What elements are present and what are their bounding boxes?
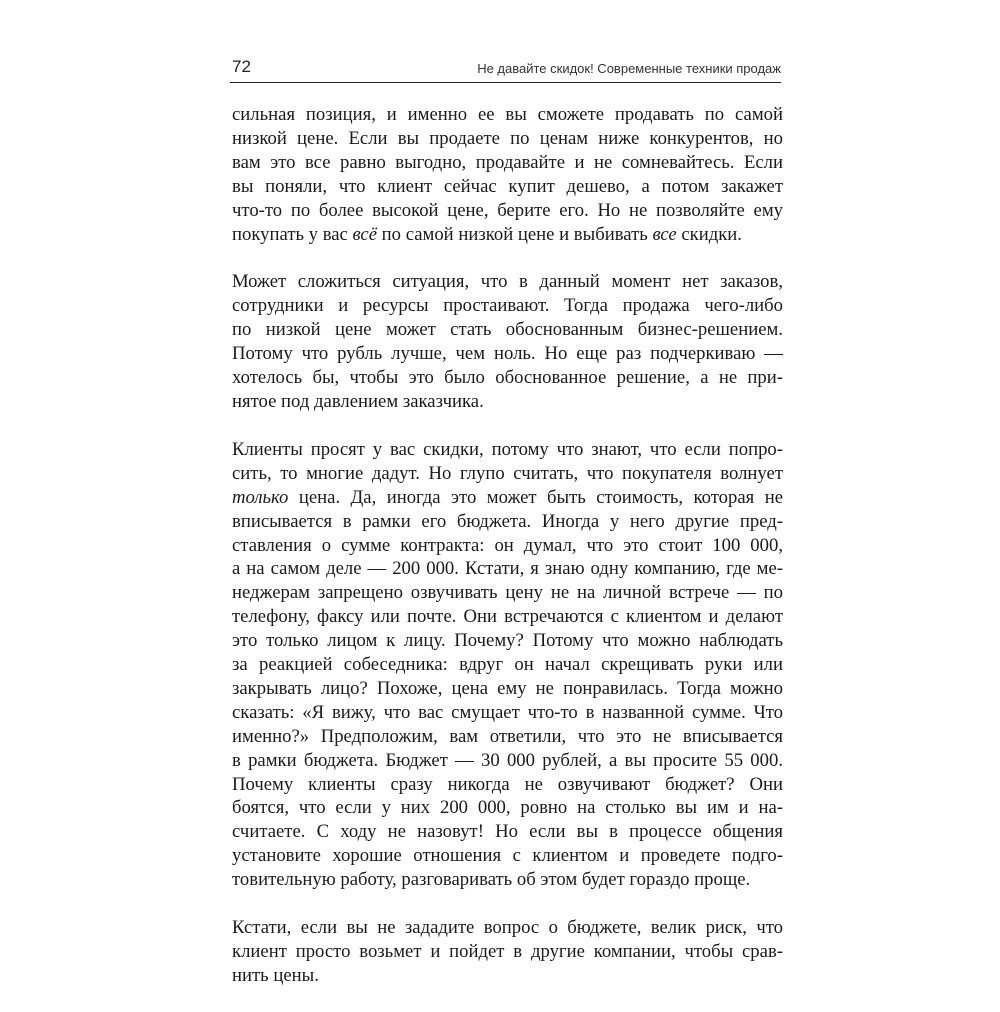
text-run: скидки.	[676, 223, 742, 245]
text-run: неджерам запрещено озвучивать цену не на личной встрече — по	[232, 582, 783, 604]
text-line	[232, 916, 783, 940]
text-run: это только лицом к лицу. Почему? Потому что можно наблюдать	[232, 630, 783, 652]
text-line	[232, 342, 783, 366]
text-line	[232, 462, 783, 486]
text-run: в рамки бюджета. Бюджет — 30 000 рублей, а вы просите 55 000.	[232, 749, 783, 771]
text-run: что-то по более высокой цене, берите его. Но не позволяйте ему	[232, 199, 783, 221]
text-run: цена. Да, иногда это может быть стоимость, которая не	[288, 486, 783, 508]
text-run: клиент просто возьмет и пойдет в другие компании, чтобы срав-	[232, 941, 783, 962]
text-run: нятое под давлением заказчика.	[232, 390, 484, 412]
text-line	[232, 605, 783, 629]
text-line	[232, 868, 783, 892]
text-line	[232, 438, 783, 462]
text-run: Потому что рубль лучше, чем ноль. Но еще раз подчеркиваю —	[232, 343, 783, 365]
text-line	[232, 844, 783, 868]
text-run: закрывать лицо? Похоже, цена ему не понравилась. Тогда можно	[232, 677, 783, 699]
text-line	[232, 820, 783, 844]
emphasis-text: только	[232, 486, 289, 508]
text-run: покупать у вас	[232, 223, 353, 245]
text-line	[232, 510, 783, 534]
text-line	[232, 940, 783, 964]
text-line	[232, 199, 783, 223]
emphasis-text: всё	[352, 223, 377, 245]
text-run: сотрудники и ресурсы простаивают. Тогда продажа чего-либо	[232, 295, 783, 317]
text-line	[232, 127, 783, 151]
text-run: именно?» Предположим, вам ответили, что это не вписывается	[232, 725, 783, 747]
text-line	[232, 701, 783, 725]
text-line	[232, 151, 783, 175]
text-run: низкой цене. Если вы продаете по ценам ниже конкурентов, но	[232, 127, 783, 149]
text-line	[232, 390, 783, 414]
text-line	[232, 629, 783, 653]
text-run: а на самом деле — 200 000. Кстати, я знаю одну компанию, где ме-	[232, 558, 783, 580]
text-run: боятся, что если у них 200 000, ровно на столько вы им и на-	[232, 797, 783, 819]
text-run: сказать: «Я вижу, что вас смущает что-то в названной сумме. Что	[232, 701, 783, 723]
text-run: вы поняли, что клиент сейчас купит дешево, а потом закажет	[232, 175, 783, 197]
text-run: сильная позиция, и именно ее вы сможете продавать по самой	[232, 104, 783, 125]
text-line	[232, 796, 783, 820]
text-line	[232, 318, 783, 342]
text-run: считаете. С ходу не назовут! Но если вы в процессе общения	[232, 821, 783, 843]
text-line	[232, 175, 783, 199]
text-run: вам это все равно выгодно, продавайте и не сомневайтесь. Если	[232, 151, 783, 173]
paragraph	[232, 438, 783, 892]
text-run: товительную работу, разговаривать об этом будет гораздо проще.	[232, 869, 751, 891]
text-line	[232, 557, 783, 581]
paragraph	[232, 916, 783, 988]
paragraph	[232, 103, 783, 246]
text-line	[232, 677, 783, 701]
text-line	[232, 581, 783, 605]
text-line	[232, 749, 783, 773]
text-run: сить, то многие дадут. Но глупо считать, что покупателя волнует	[232, 462, 783, 484]
text-run: телефону, факсу или почте. Они встречаются с клиентом и делают	[232, 606, 783, 628]
page-number: 72	[232, 57, 251, 76]
text-line	[232, 773, 783, 797]
text-run: Почему клиенты сразу никогда не озвучивают бюджет? Они	[232, 773, 783, 795]
text-line	[232, 294, 783, 318]
text-run: Может сложиться ситуация, что в данный момент нет заказов,	[232, 271, 783, 293]
emphasis-text: все	[652, 223, 677, 245]
text-run: за реакцией собеседника: вдруг он начал скрещивать руки или	[232, 654, 783, 676]
text-line	[232, 366, 783, 390]
body-text	[232, 103, 783, 1012]
text-run: нить цены.	[232, 964, 319, 986]
text-line	[232, 534, 783, 558]
book-title: Не давайте скидок! Современные техники продаж	[477, 61, 781, 76]
text-run: по самой низкой цене и выбивать	[377, 223, 653, 245]
text-run: ставления о сумме контракта: он думал, что это стоит 100 000,	[232, 534, 783, 556]
text-run: вписывается в рамки его бюджета. Иногда у него другие пред-	[232, 510, 783, 532]
text-line	[232, 725, 783, 749]
text-line	[232, 964, 783, 988]
text-line	[232, 653, 783, 677]
text-line	[232, 223, 783, 247]
text-run: по низкой цене может стать обоснованным бизнес-решением.	[232, 319, 783, 341]
text-line	[232, 486, 783, 510]
paragraph	[232, 270, 783, 413]
text-run: Клиенты просят у вас скидки, потому что знают, что если попро-	[232, 438, 783, 460]
text-line	[232, 103, 783, 127]
running-header	[230, 56, 781, 83]
text-line	[232, 270, 783, 294]
text-run: установите хорошие отношения с клиентом и проведете подго-	[232, 845, 783, 867]
text-run: хотелось бы, чтобы это было обоснованное решение, а не при-	[232, 367, 783, 389]
text-run: Кстати, если вы не зададите вопрос о бюджете, велик риск, что	[232, 917, 783, 939]
